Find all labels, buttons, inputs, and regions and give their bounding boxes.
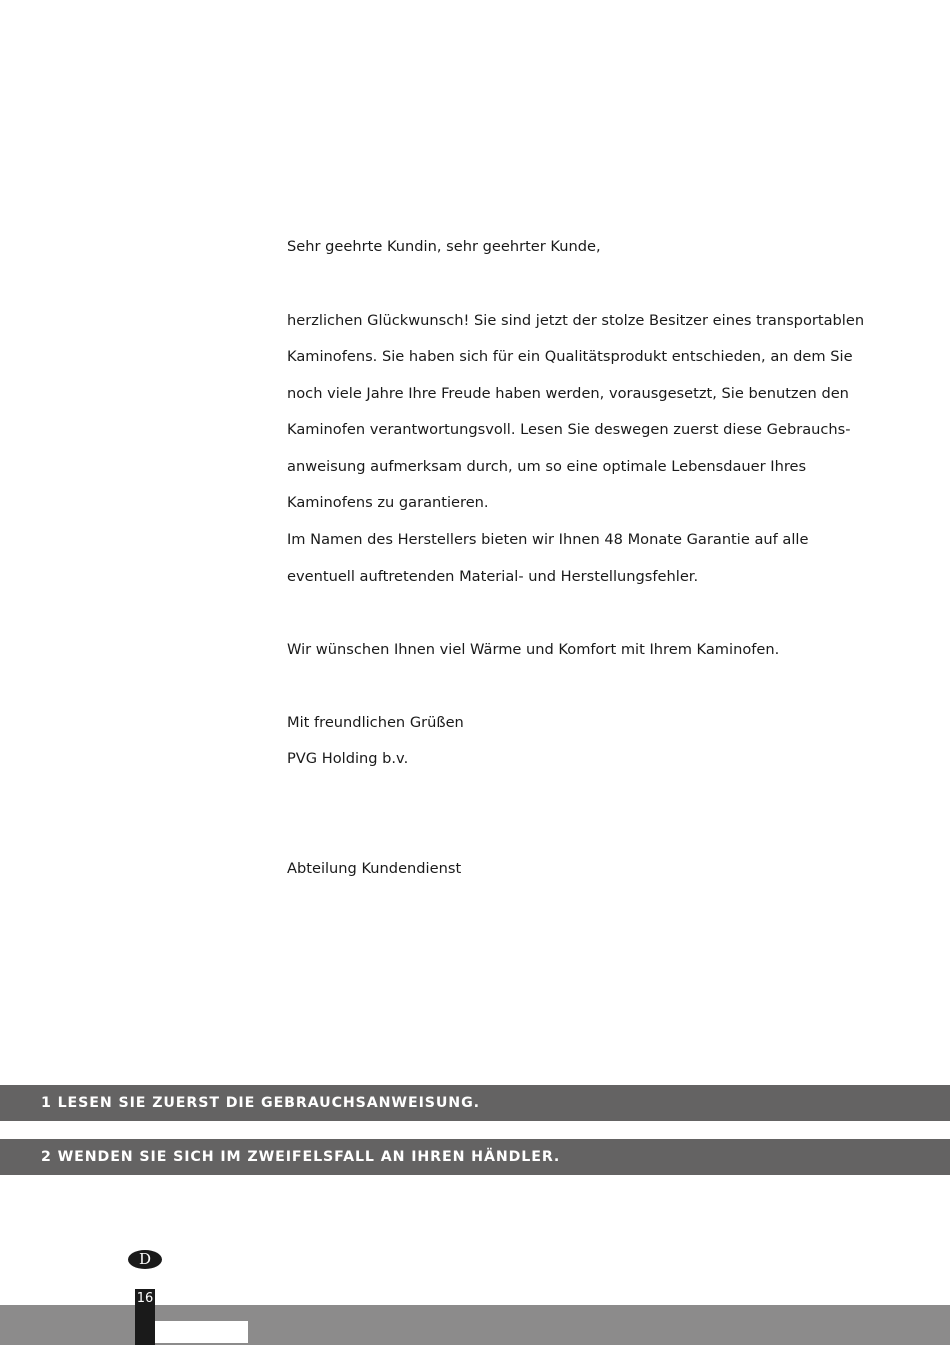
paragraph-line: Kaminofen verantwortungsvoll. Lesen Sie deswegen zuerst diese Gebrauchs-	[287, 421, 851, 438]
notice-text: 1 LESEN SIE ZUERST DIE GEBRAUCHSANWEISUNG.	[41, 1095, 480, 1111]
paragraph-line: Kaminofens. Sie haben sich für ein Qualitätsprodukt entschieden, an dem Sie	[287, 348, 853, 365]
paragraph-line: Kaminofens zu garantieren.	[287, 494, 489, 511]
department-name: Abteilung Kundendienst	[287, 860, 462, 877]
notice-text: 2 WENDEN SIE SICH IM ZWEIFELSFALL AN IHREN HÄNDLER.	[41, 1149, 561, 1165]
paragraph-line: Im Namen des Herstellers bieten wir Ihnen 48 Monate Garantie auf alle	[287, 531, 809, 548]
wish-line: Wir wünschen Ihnen viel Wärme und Komfort mit Ihrem Kaminofen.	[287, 641, 780, 658]
language-badge: D	[128, 1250, 162, 1269]
paragraph-line: herzlichen Glückwunsch! Sie sind jetzt der stolze Besitzer eines transportablen	[287, 312, 865, 329]
footer-label-box	[155, 1321, 248, 1343]
paragraph-line: noch viele Jahre Ihre Freude haben werden, vorausgesetzt, Sie benutzen den	[287, 385, 849, 402]
paragraph-line: anweisung aufmerksam durch, um so eine optimale Lebensdauer Ihres	[287, 458, 807, 475]
closing: Mit freundlichen Grüßen	[287, 714, 464, 731]
salutation: Sehr geehrte Kundin, sehr geehrter Kunde,	[287, 238, 601, 255]
paragraph-line: eventuell auftretenden Material- und Herstellungsfehler.	[287, 568, 699, 585]
notice-band-1	[0, 1085, 950, 1121]
company-name: PVG Holding b.v.	[287, 750, 409, 767]
page-number: 16	[136, 1291, 154, 1306]
notice-band-2	[0, 1139, 950, 1175]
